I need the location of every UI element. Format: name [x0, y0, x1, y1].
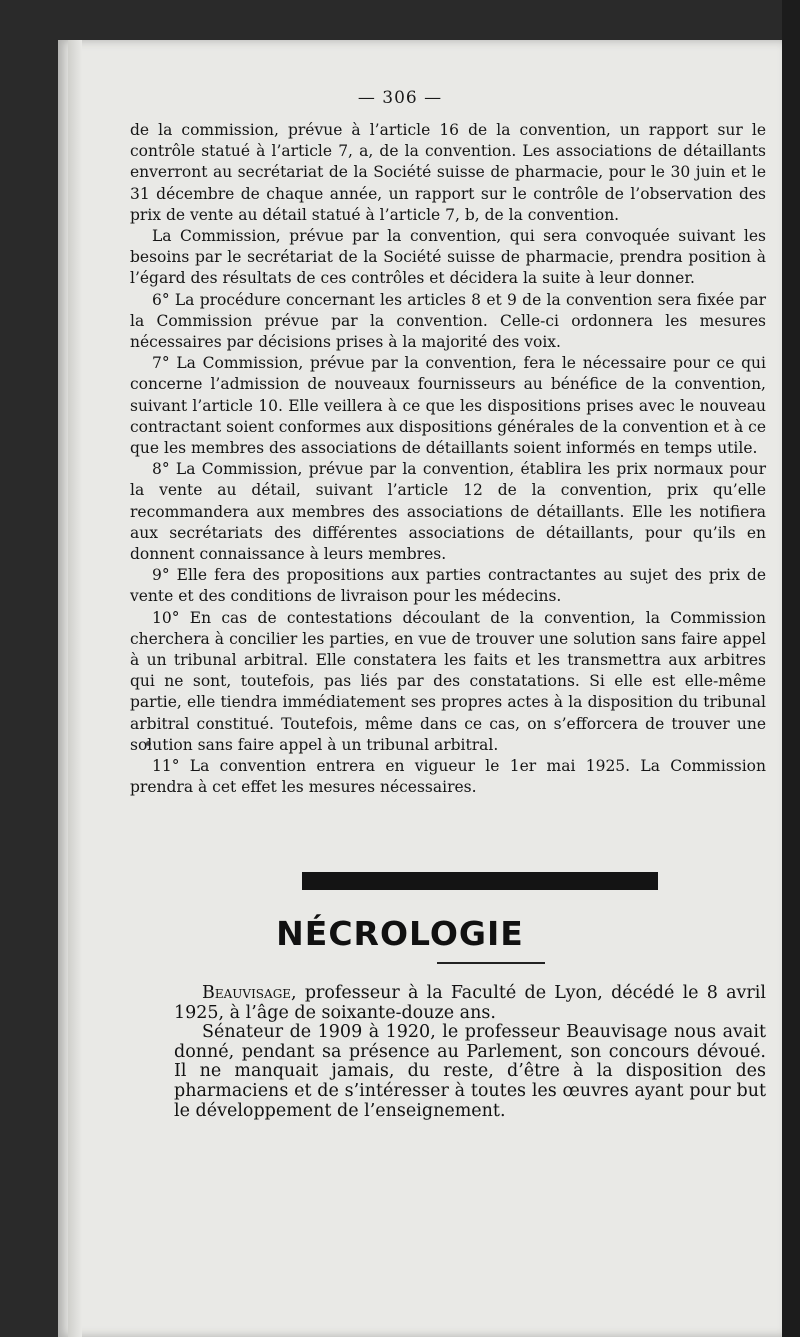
paragraph: La Commission, prévue par la convention, qui sera convoquée suivant les besoins par le secrétariat de la Société suisse de pharmacie, prendra position à l’égard des résultats de ces contrôles et décidera la suite à leur donner. — [130, 227, 766, 288]
paragraph: 10° En cas de contestations découlant de la convention, la Commission cherchera à concilier les parties, en vue de trouver une solution sans faire appel à un tribunal arbitral. Elle constatera les faits et les transmettra aux arbitres qui ne sont, toutefois, pas liés par des constatations. Si elle est elle-même partie, elle tiendra immédiatement ses propres actes à la disposition du tribunal arbitral constitué. Toutefois, même dans ce cas, on s’efforcera de trouver une solution sans faire appel à un tribunal arbitral. — [130, 608, 766, 754]
paragraph: 9° Elle fera des propositions aux parties contractantes au sujet des prix de vente et des conditions de livraison pour les médecins. — [130, 566, 766, 606]
obituary-name: Beauvisage — [202, 983, 292, 1003]
obituary-intro-text: , professeur à la Faculté de Lyon, décédé le 8 avril 1925, à l’âge de soixante-douze ans. — [174, 983, 766, 1023]
paragraph: de la commission, prévue à l’article 16 de la convention, un rapport sur le contrôle statué à l’article 7, a, de la convention. Les associations de détaillants enverront au secrétariat de la Société suisse de pharmacie, pour le 30 juin et le 31 décembre de chaque année, un rapport sur le contrôle de l’observation des prix de vente au détail statué à l’article 7, b, de la convention. — [130, 121, 766, 224]
obituary-intro — [174, 984, 766, 1023]
section-divider — [302, 872, 658, 890]
body-text — [130, 120, 766, 799]
section-heading: NÉCROLOGIE — [276, 914, 524, 953]
scan-edge — [782, 0, 800, 1337]
heading-underline — [437, 962, 545, 964]
paragraph: 6° La procédure concernant les articles 8 et 9 de la convention sera fixée par la Commission prévue par la convention. Celle-ci ordonnera les mesures nécessaires par décisions prises à la majorité des voix. — [130, 290, 766, 352]
paragraph: 11° La convention entrera en vigueur le 1er mai 1925. La Commission prendra à cet effet les mesures nécessaires. — [130, 757, 766, 797]
page-number: — 306 — — [357, 88, 443, 108]
paragraph: 7° La Commission, prévue par la convention, fera le nécessaire pour ce qui concerne l’admission de nouveaux fournisseurs au bénéfice de la convention, suivant l’article 10. Elle veillera à ce que les dispositions prises avec le nouveau contractant soient conformes aux dispositions générales de la convention et à ce que les membres des associations de détaillants soient informés en temps utile. — [130, 354, 766, 458]
paragraph: 8° La Commission, prévue par la convention, établira les prix normaux pour la vente au détail, suivant l’article 12 de la convention, prix qu’elle recommandera aux membres des associations de détaillants. Elle les notifiera aux secrétariats des différentes associations de détaillants, pour qu’ils en donnent connaissance à leurs membres. — [130, 460, 766, 564]
obituary — [174, 984, 766, 1121]
obituary-body: Sénateur de 1909 à 1920, le professeur Beauvisage nous avait donné, pendant sa présence au Parlement, son concours dévoué. Il ne manquait jamais, du reste, d’être à la disposition des pharmaciens et de s’intéresser à toutes les œuvres ayant pour but le développement de l’enseignement. — [174, 1022, 766, 1121]
